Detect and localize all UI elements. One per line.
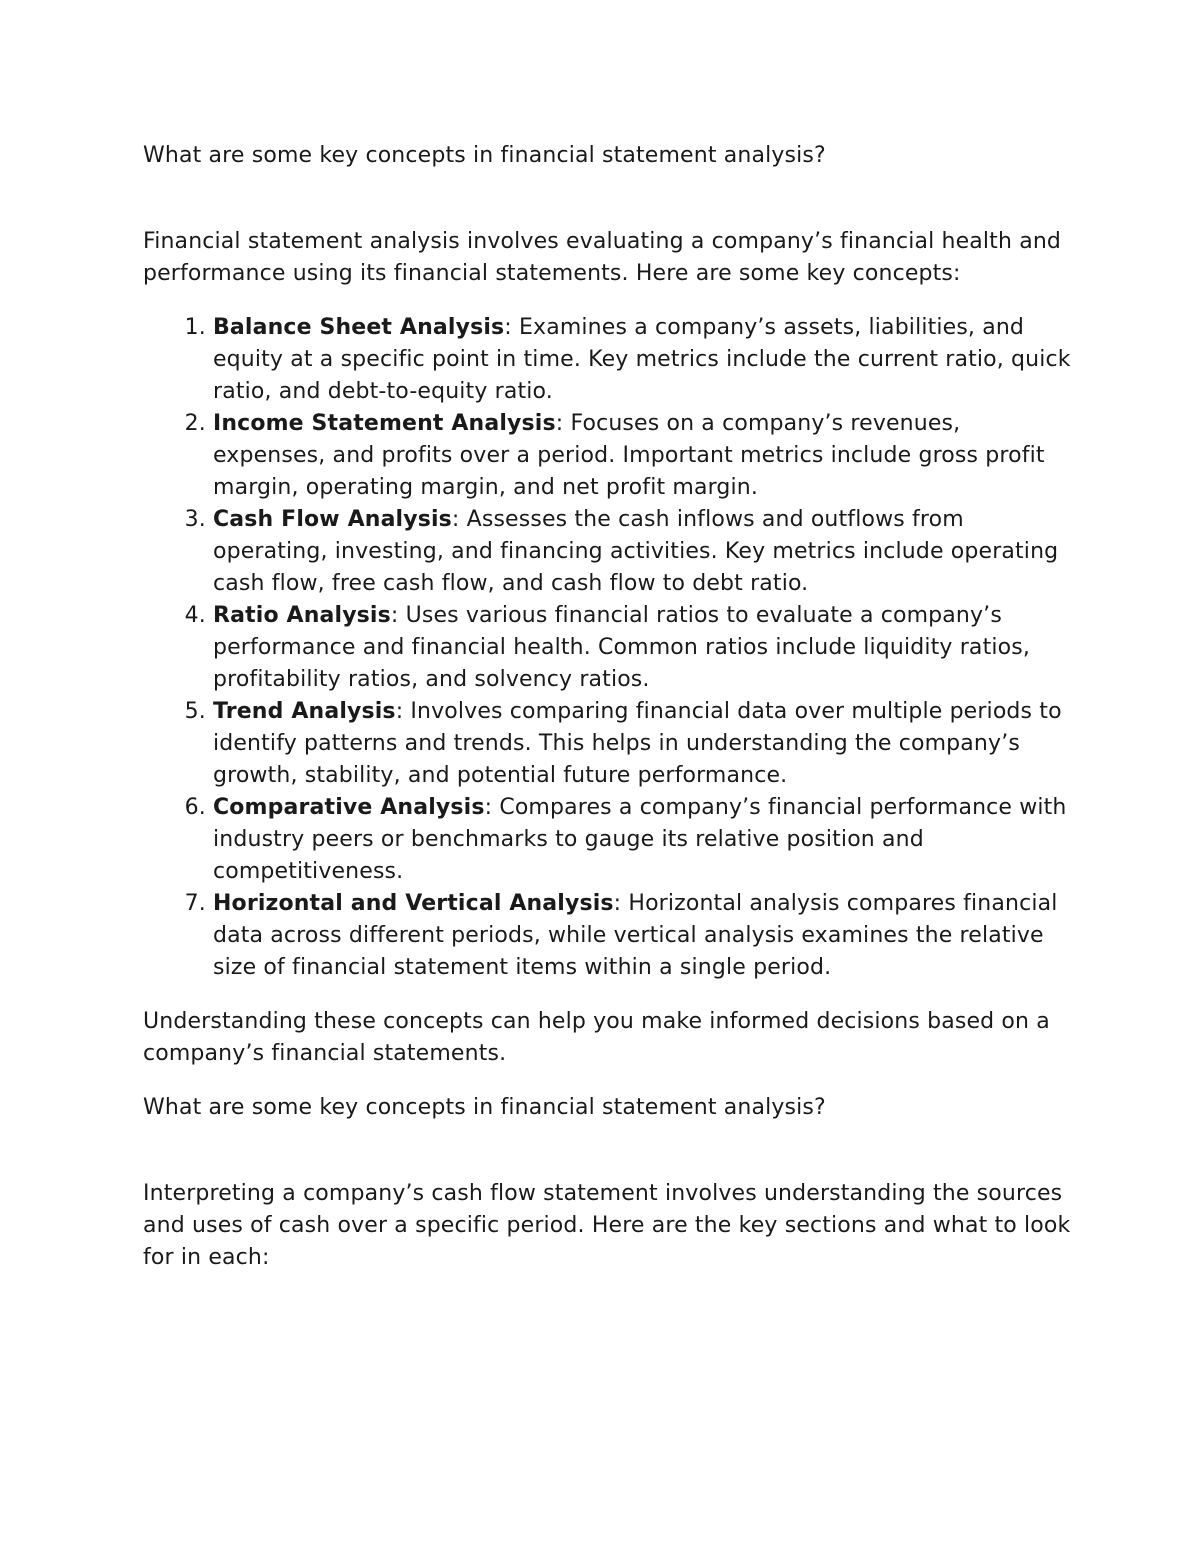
concept-description: : Examines a company’s assets, liabilities, and equity at a specific point in time. Key metrics include the current ratio, quick ratio, and debt-to-equity ratio. [213,315,1071,404]
closing-paragraph: Understanding these concepts can help you make informed decisions based on a company’s financial statements. [143,1009,1050,1066]
concept-term: Ratio Analysis [213,603,391,628]
intro-paragraph: Financial statement analysis involves evaluating a company’s financial health and performance using its financial statements. Here are some key concepts: [143,229,1062,286]
concept-description: : Compares a company’s financial performance with industry peers or benchmarks to gauge its relative position and competitiveness. [213,795,1067,884]
concept-term: Comparative Analysis [213,795,485,820]
concept-description: : Uses various financial ratios to evaluate a company’s performance and financial health. Common ratios include liquidity ratios, profitability ratios, and solvency ratios. [213,603,1030,692]
concept-description: : Horizontal analysis compares financial data across different periods, while vertical analysis examines the relative size of financial statement items within a single period. [213,891,1058,980]
concept-description: : Assesses the cash inflows and outflows from operating, investing, and financing activities. Key metrics include operating cash flow, free cash flow, and cash flow to debt ratio. [213,507,1059,596]
concept-description: : Involves comparing financial data over multiple periods to identify patterns and trends. This helps in understanding the company’s growth, stability, and potential future performance. [213,699,1062,788]
list-item [213,408,1073,504]
concept-term: Income Statement Analysis [213,411,556,436]
cash-flow-intro-paragraph: Interpreting a company’s cash flow statement involves understanding the sources and uses of cash over a specific period. Here are the key sections and what to look for in each: [143,1181,1071,1270]
question-heading: What are some key concepts in financial statement analysis? [143,143,826,168]
concepts-list [143,312,1073,984]
list-item [213,600,1073,696]
concept-term: Trend Analysis [213,699,396,724]
list-item [213,696,1073,792]
list-item [213,504,1073,600]
list-item [213,792,1073,888]
question-heading-repeat: What are some key concepts in financial statement analysis? [143,1095,826,1120]
list-item [213,888,1073,984]
concept-term: Cash Flow Analysis [213,507,452,532]
concept-description: : Focuses on a company’s revenues, expenses, and profits over a period. Important metrics include gross profit margin, operating margin, and net profit margin. [213,411,1045,500]
document-page [143,140,1073,1274]
concept-term: Balance Sheet Analysis [213,315,505,340]
concept-term: Horizontal and Vertical Analysis [213,891,614,916]
list-item [213,312,1073,408]
